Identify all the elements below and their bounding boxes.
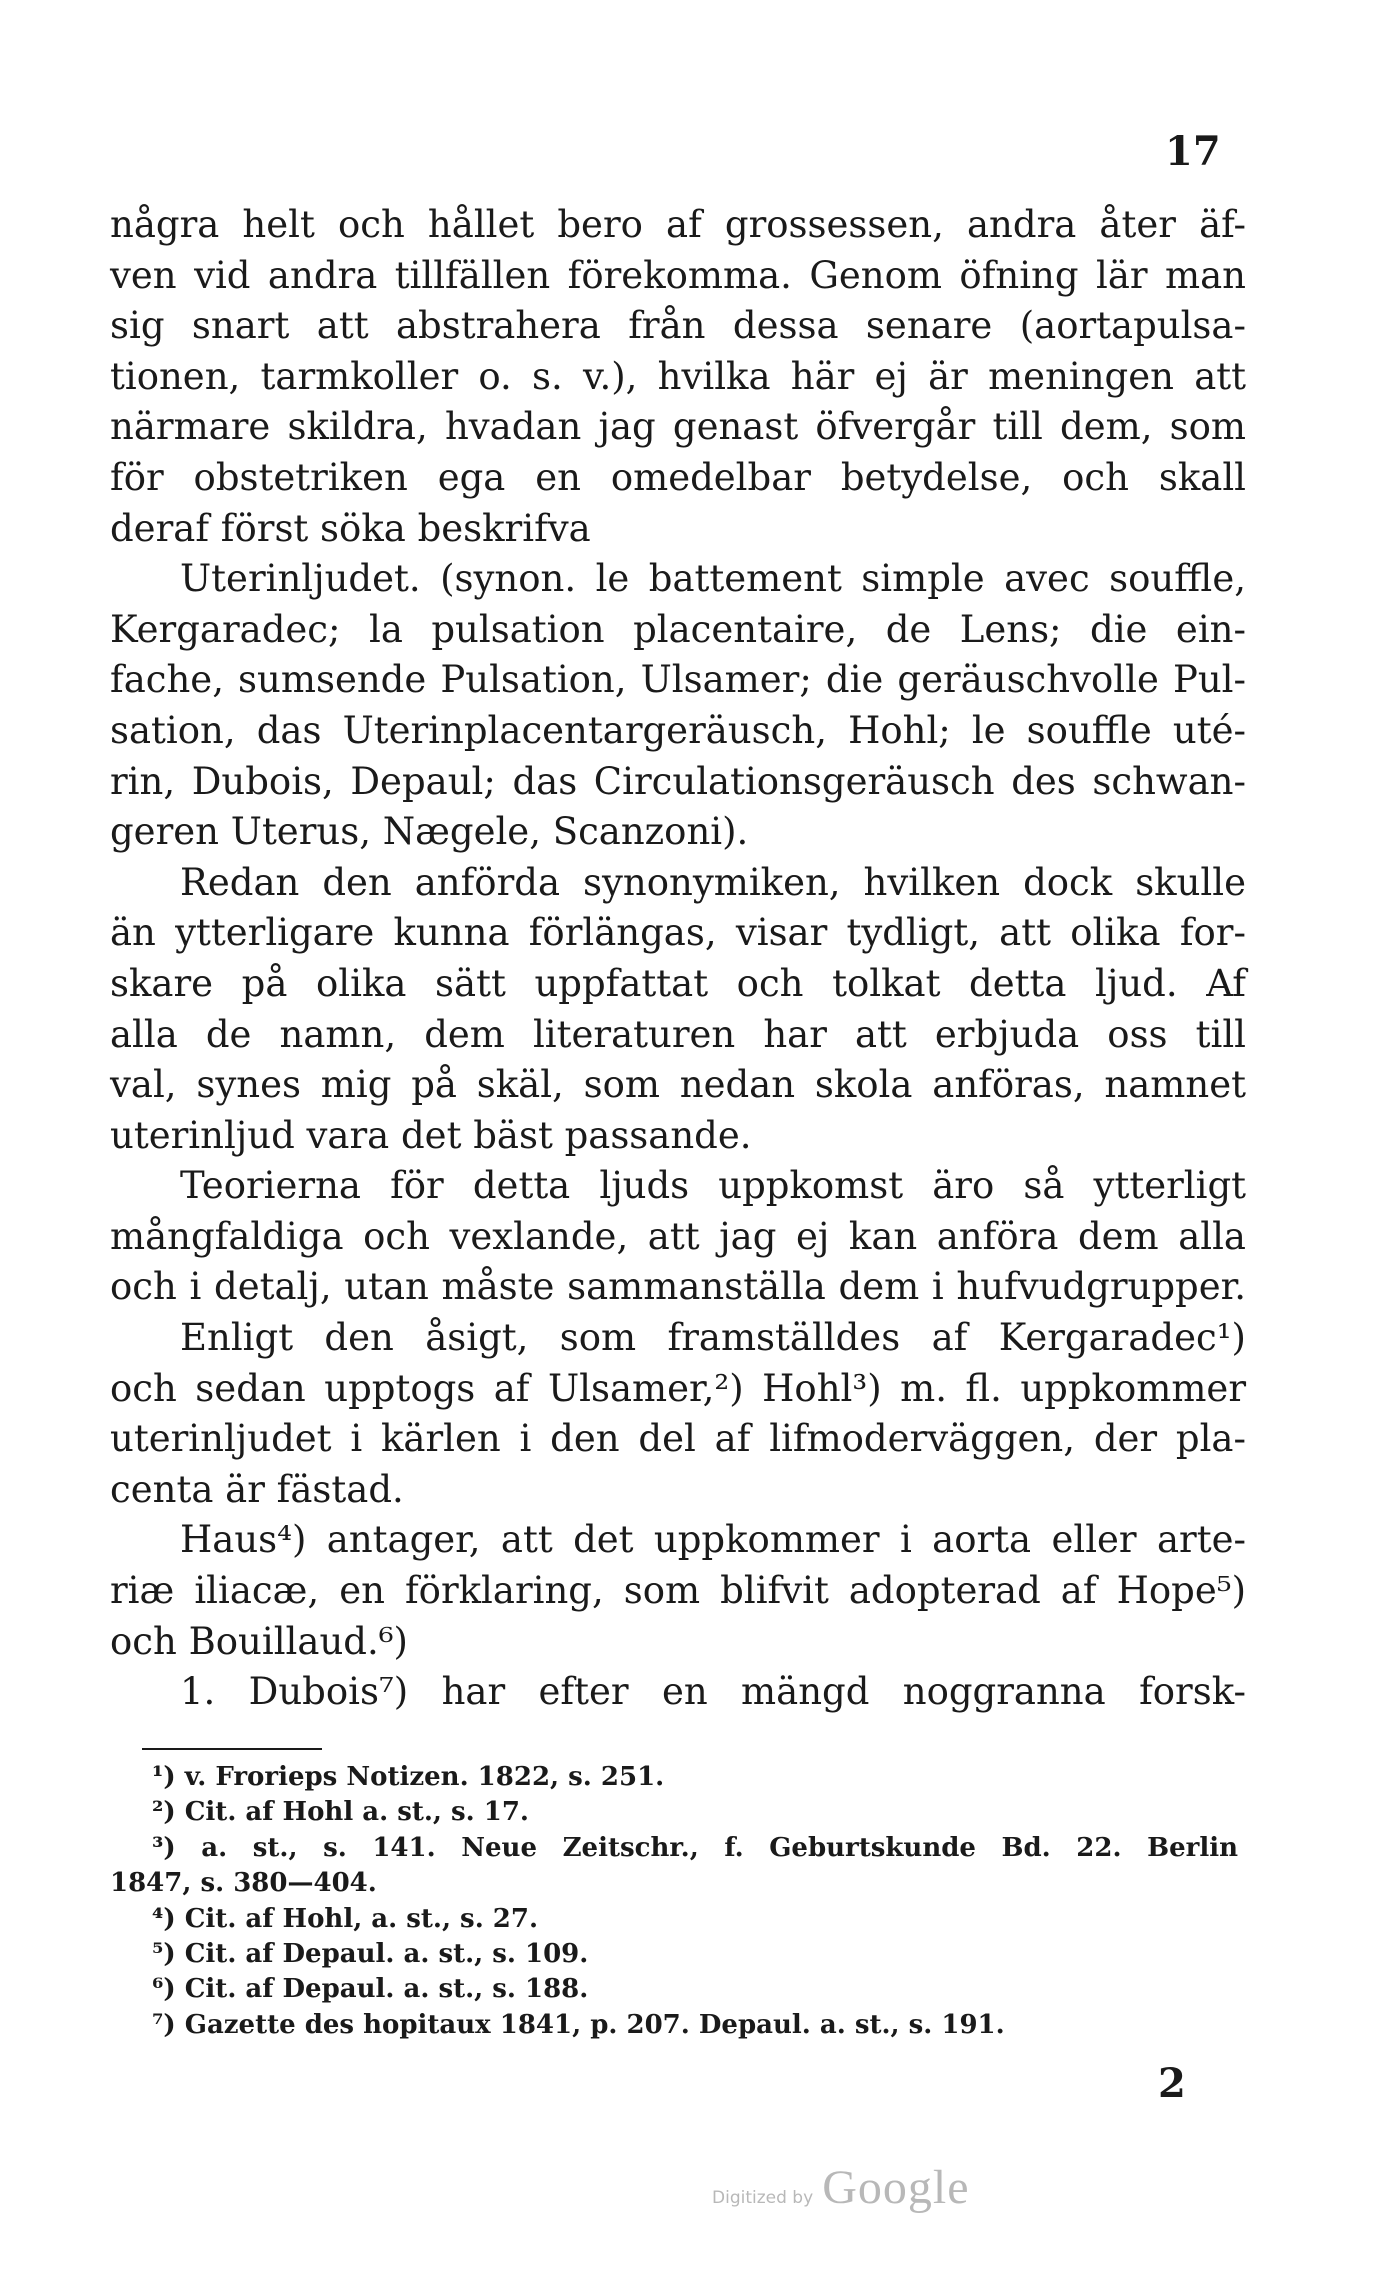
footnote: ²) Cit. af Hohl a. st., s. 17. xyxy=(152,1797,529,1828)
footnote: ⁵) Cit. af Depaul. a. st., s. 109. xyxy=(152,1939,589,1970)
footnote: ⁴) Cit. af Hohl, a. st., s. 27. xyxy=(152,1903,539,1934)
text-line: Kergaradec; la pulsation placentaire, de Lens; die ein- xyxy=(110,607,1246,651)
text-line: centa är fästad. xyxy=(110,1467,404,1511)
text-line: för obstetriken ega en omedelbar betydelse, och skall xyxy=(110,455,1246,499)
body-text xyxy=(110,200,1246,1718)
text-line: sig snart att abstrahera från dessa senare (aortapulsa- xyxy=(110,304,1246,348)
text-line: Enligt den åsigt, som framställdes af Kergaradec¹) xyxy=(180,1316,1246,1360)
text-line: Redan den anförda synonymiken, hvilken dock skulle xyxy=(180,860,1246,904)
footnotes xyxy=(110,1760,1238,2043)
text-line: Haus⁴) antager, att det uppkommer i aorta eller arte- xyxy=(180,1518,1246,1562)
text-line: sation, das Uterinplacentargeräusch, Hohl; le souffle uté- xyxy=(110,708,1246,752)
text-line: närmare skildra, hvadan jag genast öfvergår till dem, som xyxy=(110,405,1246,449)
footnote-continuation: 1847, s. 380—404. xyxy=(110,1868,377,1899)
digitized-by-label: Digitized by xyxy=(712,2188,814,2208)
text-line: uterinljudet i kärlen i den del af lifmoderväggen, der pla- xyxy=(110,1417,1246,1461)
text-line: deraf först söka beskrifva xyxy=(110,506,591,550)
text-line: och Bouillaud.⁶) xyxy=(110,1619,408,1663)
footnote: ⁷) Gazette des hopitaux 1841, p. 207. Depaul. a. st., s. 191. xyxy=(152,2009,1005,2040)
text-line: några helt och hållet bero af grossessen, andra åter äf- xyxy=(110,203,1246,246)
text-line: alla de namn, dem literaturen har att erbjuda oss till xyxy=(110,1012,1246,1056)
text-line: uterinljud vara det bäst passande. xyxy=(110,1113,752,1157)
text-line: fache, sumsende Pulsation, Ulsamer; die geräuschvolle Pul- xyxy=(110,658,1246,702)
text-line: Teorierna för detta ljuds uppkomst äro så ytterligt xyxy=(180,1164,1246,1208)
digitized-watermark xyxy=(712,2160,970,2215)
footnote: ³) a. st., s. 141. Neue Zeitschr., f. Geburtskunde Bd. 22. Berlin xyxy=(152,1832,1238,1863)
text-line: och sedan upptogs af Ulsamer,²) Hohl³) m. fl. uppkommer xyxy=(110,1366,1246,1410)
text-line: 1. Dubois⁷) har efter en mängd noggranna forsk- xyxy=(180,1670,1246,1714)
text-line: riæ iliacæ, en förklaring, som blifvit adopterad af Hope⁵) xyxy=(110,1569,1246,1613)
text-line: och i detalj, utan måste sammanställa dem i hufvudgrupper. xyxy=(110,1265,1246,1309)
text-line: rin, Dubois, Depaul; das Circulationsgeräusch des schwan- xyxy=(110,759,1246,803)
signature-mark: 2 xyxy=(1158,2060,1186,2107)
footnote: ¹) v. Frorieps Notizen. 1822, s. 251. xyxy=(152,1762,665,1792)
text-line: ven vid andra tillfällen förekomma. Genom öfning lär man xyxy=(110,253,1246,297)
text-line: tionen, tarmkoller o. s. v.), hvilka här ej är meningen att xyxy=(110,354,1246,398)
text-line: än ytterligare kunna förlängas, visar tydligt, att olika for- xyxy=(110,911,1246,955)
page-number: 17 xyxy=(1165,128,1221,175)
footnote-rule xyxy=(142,1748,322,1750)
google-logo: Google xyxy=(822,2161,970,2214)
text-line: geren Uterus, Nægele, Scanzoni). xyxy=(110,810,749,854)
text-line: mångfaldiga och vexlande, att jag ej kan anföra dem alla xyxy=(110,1214,1246,1258)
text-line: val, synes mig på skäl, som nedan skola anföras, namnet xyxy=(110,1063,1246,1107)
footnote: ⁶) Cit. af Depaul. a. st., s. 188. xyxy=(152,1974,589,2005)
text-line: skare på olika sätt uppfattat och tolkat detta ljud. Af xyxy=(110,961,1246,1005)
text-line: Uterinljudet. (synon. le battement simple avec souffle, xyxy=(180,557,1246,601)
